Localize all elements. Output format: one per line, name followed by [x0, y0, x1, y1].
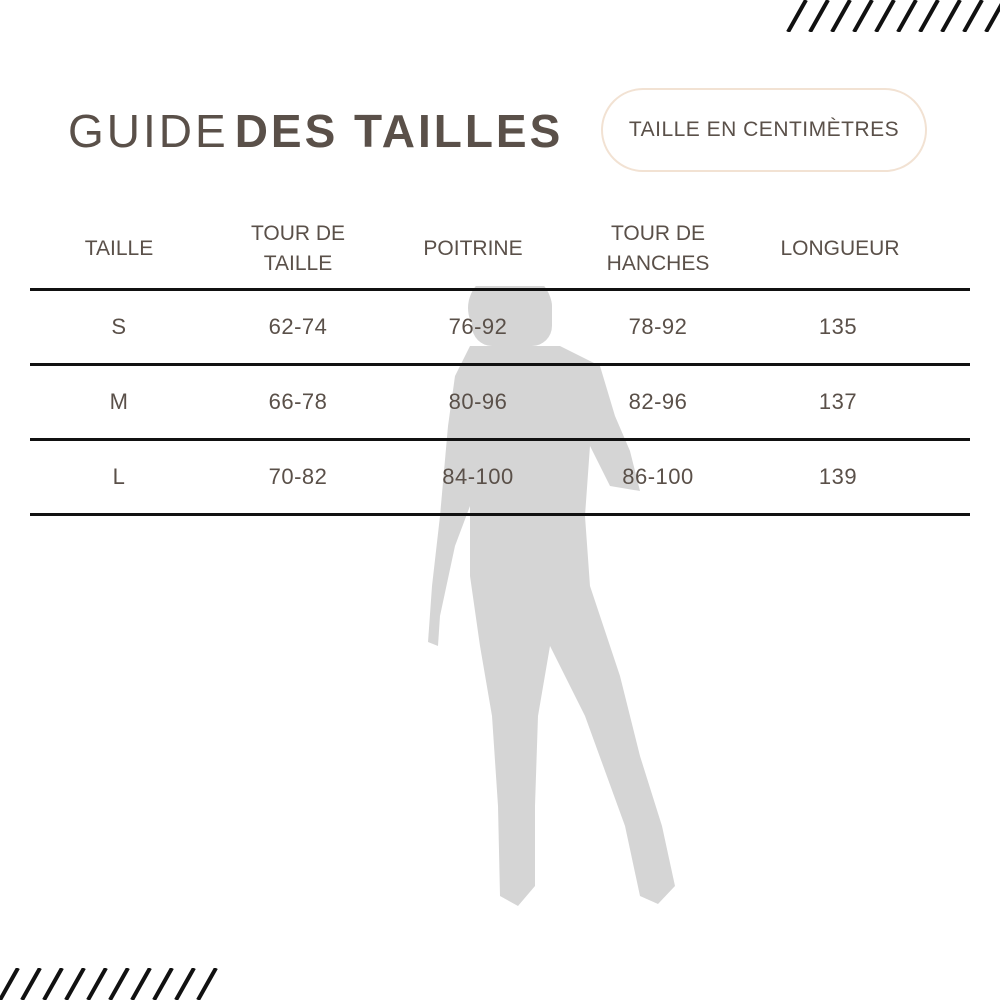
- cell-chest: 76-92: [448, 314, 508, 339]
- header-hips-line2: HANCHES: [606, 252, 710, 275]
- cell-hips: 82-96: [628, 389, 688, 414]
- cell-size: L: [112, 464, 126, 489]
- table-row: [30, 366, 970, 438]
- cell-waist: 62-74: [268, 314, 328, 339]
- cell-hips: 86-100: [622, 464, 694, 489]
- stripes-top-graphic: [780, 0, 1000, 32]
- header-size-label: TAILLE: [84, 237, 154, 260]
- cell-hips: 78-92: [628, 314, 688, 339]
- cell-length: 139: [818, 464, 858, 489]
- column-header-length: [770, 210, 910, 288]
- page-title: [68, 104, 563, 158]
- unit-badge: [601, 88, 927, 172]
- cell-size: S: [111, 314, 127, 339]
- cell-waist: 70-82: [268, 464, 328, 489]
- column-header-size: [59, 210, 179, 288]
- column-header-chest: [408, 210, 538, 288]
- header-chest-label: POITRINE: [423, 237, 523, 260]
- title-bold: DES TAILLES: [234, 105, 564, 157]
- header-waist-line2: TAILLE: [263, 252, 333, 275]
- header-length-label: LONGUEUR: [780, 237, 900, 260]
- table-divider: [30, 513, 970, 516]
- cell-length: 135: [818, 314, 858, 339]
- cell-length: 137: [818, 389, 858, 414]
- header-hips-line1: TOUR DE: [610, 222, 706, 245]
- cell-chest: 84-100: [442, 464, 514, 489]
- cell-waist: 66-78: [268, 389, 328, 414]
- cell-size: M: [109, 389, 129, 414]
- table-row: [30, 291, 970, 363]
- stripes-bottom-graphic: [0, 968, 220, 1000]
- decorative-stripes-top: [780, 0, 1000, 32]
- decorative-stripes-bottom: [0, 968, 220, 1000]
- table-row: [30, 441, 970, 513]
- title-light: GUIDE: [68, 105, 229, 157]
- cell-chest: 80-96: [448, 389, 508, 414]
- column-header-waist: [238, 210, 358, 288]
- unit-label: TAILLE EN CENTIMÈTRES: [628, 118, 900, 141]
- column-header-hips: [598, 210, 718, 288]
- size-table: [30, 210, 970, 516]
- table-header-row: [30, 210, 970, 288]
- header-waist-line1: TOUR DE: [250, 222, 346, 245]
